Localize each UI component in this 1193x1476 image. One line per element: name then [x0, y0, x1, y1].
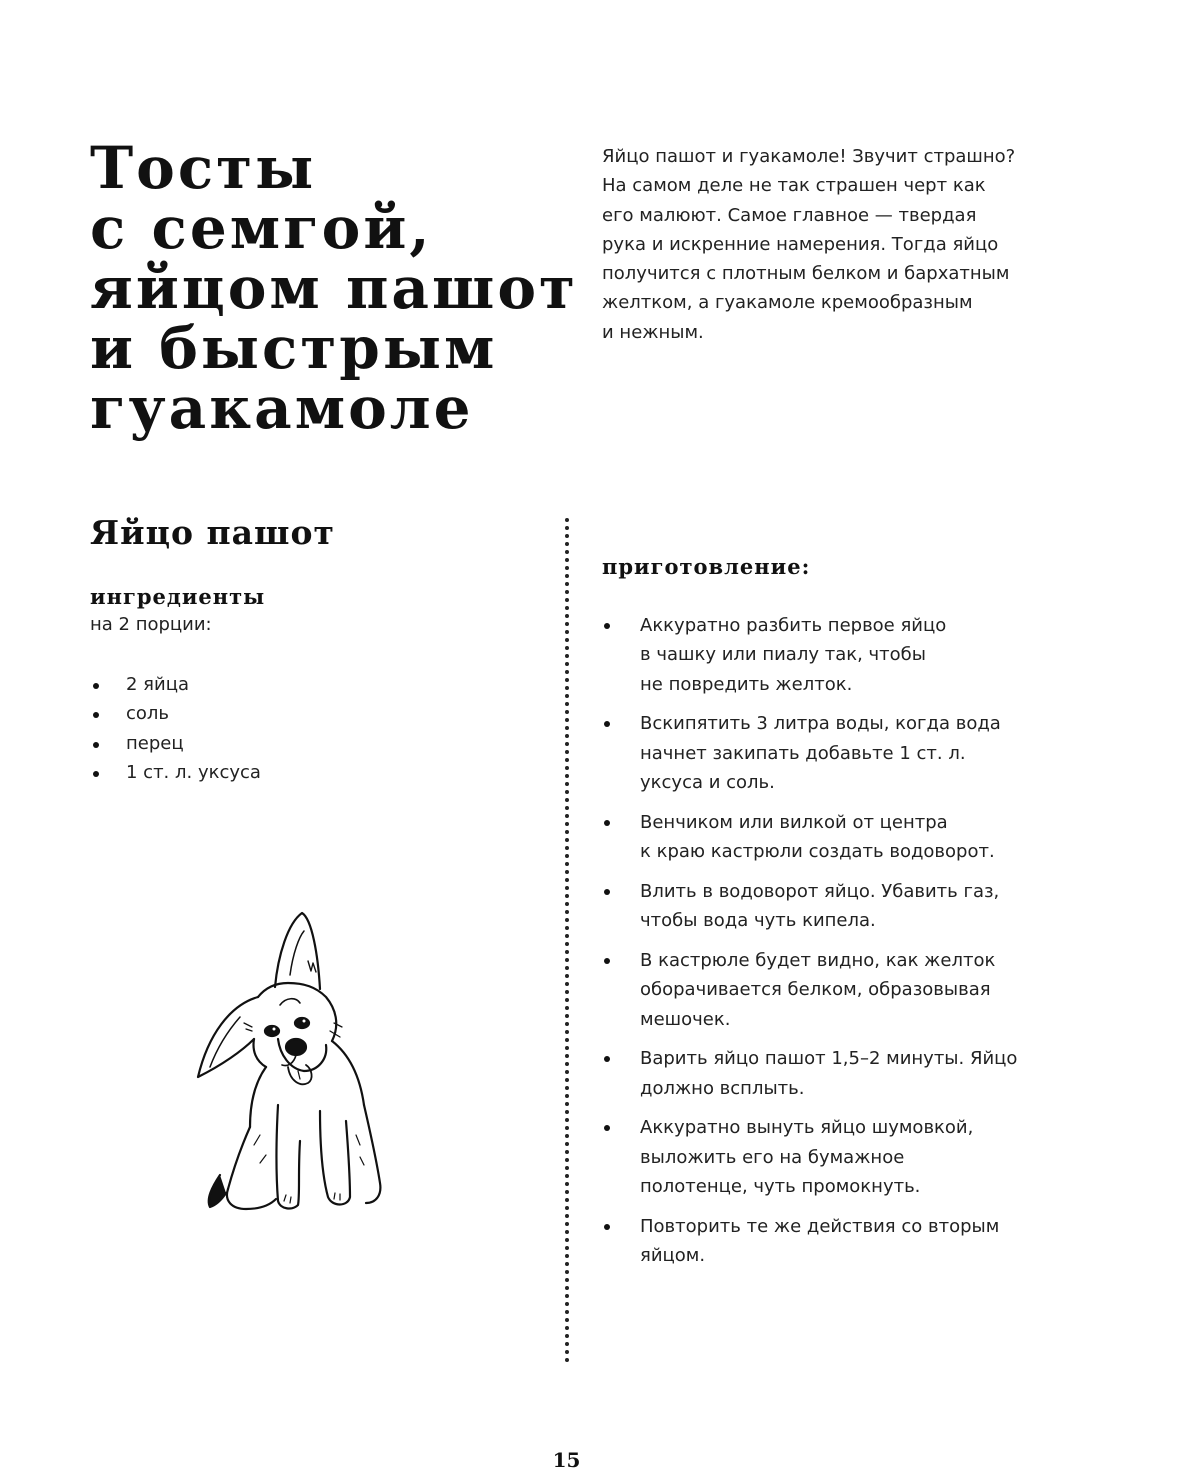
- step-line: яйцом.: [640, 1245, 706, 1267]
- title-line: гуакамоле: [90, 374, 474, 442]
- step-line: начнет закипать добавьте 1 ст. л.: [640, 742, 966, 764]
- recipe-title: [90, 134, 578, 442]
- step-line: чтобы вода чуть кипела.: [640, 910, 876, 932]
- intro-line: Яйцо пашот и гуакамоле! Звучит страшно?: [602, 146, 1016, 167]
- corgi-illustration: [180, 905, 400, 1220]
- step-line: Венчиком или вилкой от центра: [640, 811, 948, 833]
- preparation-heading: приготовление:: [602, 554, 811, 579]
- ingredient-item: соль: [90, 699, 261, 728]
- title-line: яйцом пашот: [90, 254, 578, 322]
- step-line: должно всплыть.: [640, 1077, 805, 1099]
- ingredient-item: 2 яйца: [90, 670, 261, 699]
- intro-paragraph: [602, 142, 1072, 347]
- portions-label: на 2 порции:: [90, 614, 212, 635]
- title-line: Тосты: [90, 134, 317, 202]
- step-line: уксуса и соль.: [640, 771, 775, 793]
- intro-line: На самом деле не так страшен черт как: [602, 175, 986, 197]
- page-number: 15: [552, 1448, 581, 1472]
- title-line: с семгой,: [90, 194, 433, 262]
- intro-line: его малюют. Самое главное — твердая: [602, 204, 977, 226]
- step-line: в чашку или пиалу так, чтобы: [640, 644, 926, 666]
- step-line: Варить яйцо пашот 1,5–2 минуты. Яйцо: [640, 1048, 1018, 1070]
- step-line: к краю кастрюли создать водоворот.: [640, 841, 995, 863]
- column-divider: [565, 518, 569, 1363]
- step-item: [602, 1113, 1072, 1201]
- section-title: Яйцо пашот: [90, 513, 335, 552]
- step-item: [602, 709, 1072, 797]
- title-line: и быстрым: [90, 314, 498, 382]
- step-line: полотенце, чуть промокнуть.: [640, 1176, 921, 1198]
- intro-line: рука и искренние намерения. Тогда яйцо: [602, 233, 999, 255]
- intro-line: желтком, а гуакамоле кремообразным: [602, 292, 973, 314]
- step-line: Аккуратно разбить первое яйцо: [640, 615, 947, 636]
- ingredient-item: 1 ст. л. уксуса: [90, 758, 261, 787]
- ingredients-heading: ингредиенты: [90, 584, 266, 609]
- step-line: В кастрюле будет видно, как желток: [640, 949, 996, 971]
- preparation-steps: [602, 611, 1072, 1281]
- step-line: Аккуратно вынуть яйцо шумовкой,: [640, 1117, 974, 1139]
- step-item: [602, 808, 1072, 867]
- step-line: не повредить желток.: [640, 673, 853, 695]
- step-line: Влить в водоворот яйцо. Убавить газ,: [640, 880, 1000, 902]
- step-item: [602, 611, 1072, 699]
- step-line: Повторить те же действия со вторым: [640, 1215, 1000, 1237]
- step-line: мешочек.: [640, 1008, 731, 1030]
- intro-line: получится с плотным белком и бархатным: [602, 263, 1010, 285]
- step-item: [602, 877, 1072, 936]
- step-line: оборачивается белком, образовывая: [640, 979, 991, 1001]
- step-item: [602, 946, 1072, 1034]
- ingredients-list: [90, 670, 261, 787]
- intro-line: и нежным.: [602, 321, 704, 343]
- step-line: Вскипятить 3 литра воды, когда вода: [640, 713, 1001, 735]
- step-line: выложить его на бумажное: [640, 1146, 905, 1168]
- step-item: [602, 1044, 1072, 1103]
- ingredient-item: перец: [90, 729, 261, 758]
- step-item: [602, 1212, 1072, 1271]
